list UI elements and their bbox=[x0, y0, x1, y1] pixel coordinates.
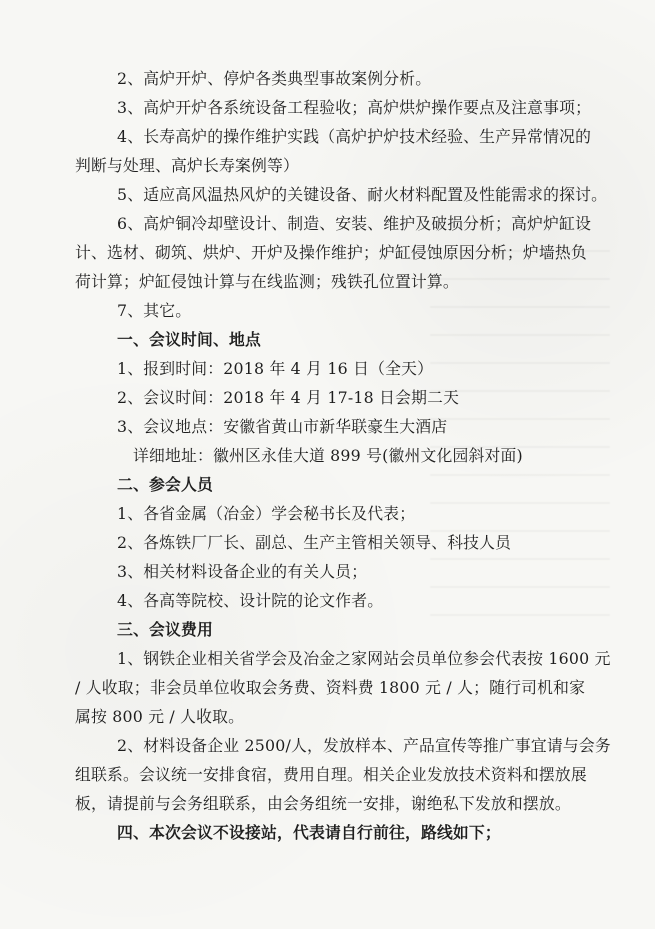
section-four-heading: 四、本次会议不设接站，代表请自行前往，路线如下； bbox=[117, 823, 501, 842]
detailed-address-line: 详细地址：徽州区永佳大道 899 号(徽州文化园斜对面) bbox=[133, 446, 523, 465]
registration-time-line: 1、报到时间：2018 年 4 月 16 日（全天） bbox=[117, 359, 434, 378]
item-3-line: 3、高炉开炉各系统设备工程验收；高炉烘炉操作要点及注意事项； bbox=[117, 98, 592, 117]
item-4-continuation: 判断与处理、高炉长寿案例等） bbox=[75, 156, 299, 175]
fee-1-continuation-1: / 人收取；非会员单位收取会务费、资料费 1800 元 / 人；随行司机和家 bbox=[75, 678, 586, 697]
item-6-continuation-1: 计、选材、砌筑、烘炉、开炉及操作维护；炉缸侵蚀原因分析；炉墙热负 bbox=[75, 243, 587, 262]
attendee-3-line: 3、相关材料设备企业的有关人员； bbox=[117, 562, 368, 581]
section-three-heading: 三、会议费用 bbox=[117, 620, 213, 639]
attendee-2-line: 2、各炼铁厂厂长、副总、生产主管相关领导、科技人员 bbox=[117, 533, 512, 552]
section-one-heading: 一、会议时间、地点 bbox=[117, 330, 261, 349]
meeting-time-line: 2、会议时间：2018 年 4 月 17-18 日会期二天 bbox=[117, 388, 460, 407]
item-6-line: 6、高炉铜冷却壁设计、制造、安装、维护及破损分析；高炉炉缸设 bbox=[117, 214, 592, 233]
fee-1-line: 1、钢铁企业相关省学会及冶金之家网站会员单位参会代表按 1600 元 bbox=[117, 649, 611, 668]
fee-2-line: 2、材料设备企业 2500/人，发放样本、产品宣传等推广事宜请与会务 bbox=[117, 736, 611, 755]
attendee-1-line: 1、各省金属（冶金）学会秘书长及代表； bbox=[117, 504, 416, 523]
item-6-continuation-2: 荷计算；炉缸侵蚀计算与在线监测；残铁孔位置计算。 bbox=[75, 272, 459, 291]
item-4-line: 4、长寿高炉的操作维护实践（高炉护炉技术经验、生产异常情况的 bbox=[117, 127, 592, 146]
item-2-line: 2、高炉开炉、停炉各类典型事故案例分析。 bbox=[117, 69, 432, 88]
fee-2-continuation-1: 组联系。会议统一安排食宿，费用自理。相关企业发放技术资料和摆放展 bbox=[75, 765, 587, 784]
fee-1-continuation-2: 属按 800 元 / 人收取。 bbox=[75, 707, 245, 726]
item-5-line: 5、适应高风温热风炉的关键设备、耐火材料配置及性能需求的探讨。 bbox=[117, 185, 608, 204]
fee-2-continuation-2: 板，请提前与会务组联系，由会务组统一安排，谢绝私下发放和摆放。 bbox=[75, 794, 571, 813]
meeting-location-line: 3、会议地点：安徽省黄山市新华联豪生大酒店 bbox=[117, 417, 448, 436]
item-7-line: 7、其它。 bbox=[117, 301, 192, 320]
attendee-4-line: 4、各高等院校、设计院的论文作者。 bbox=[117, 591, 384, 610]
scan-bleed-texture bbox=[430, 250, 610, 630]
section-two-heading: 二、参会人员 bbox=[117, 475, 213, 494]
